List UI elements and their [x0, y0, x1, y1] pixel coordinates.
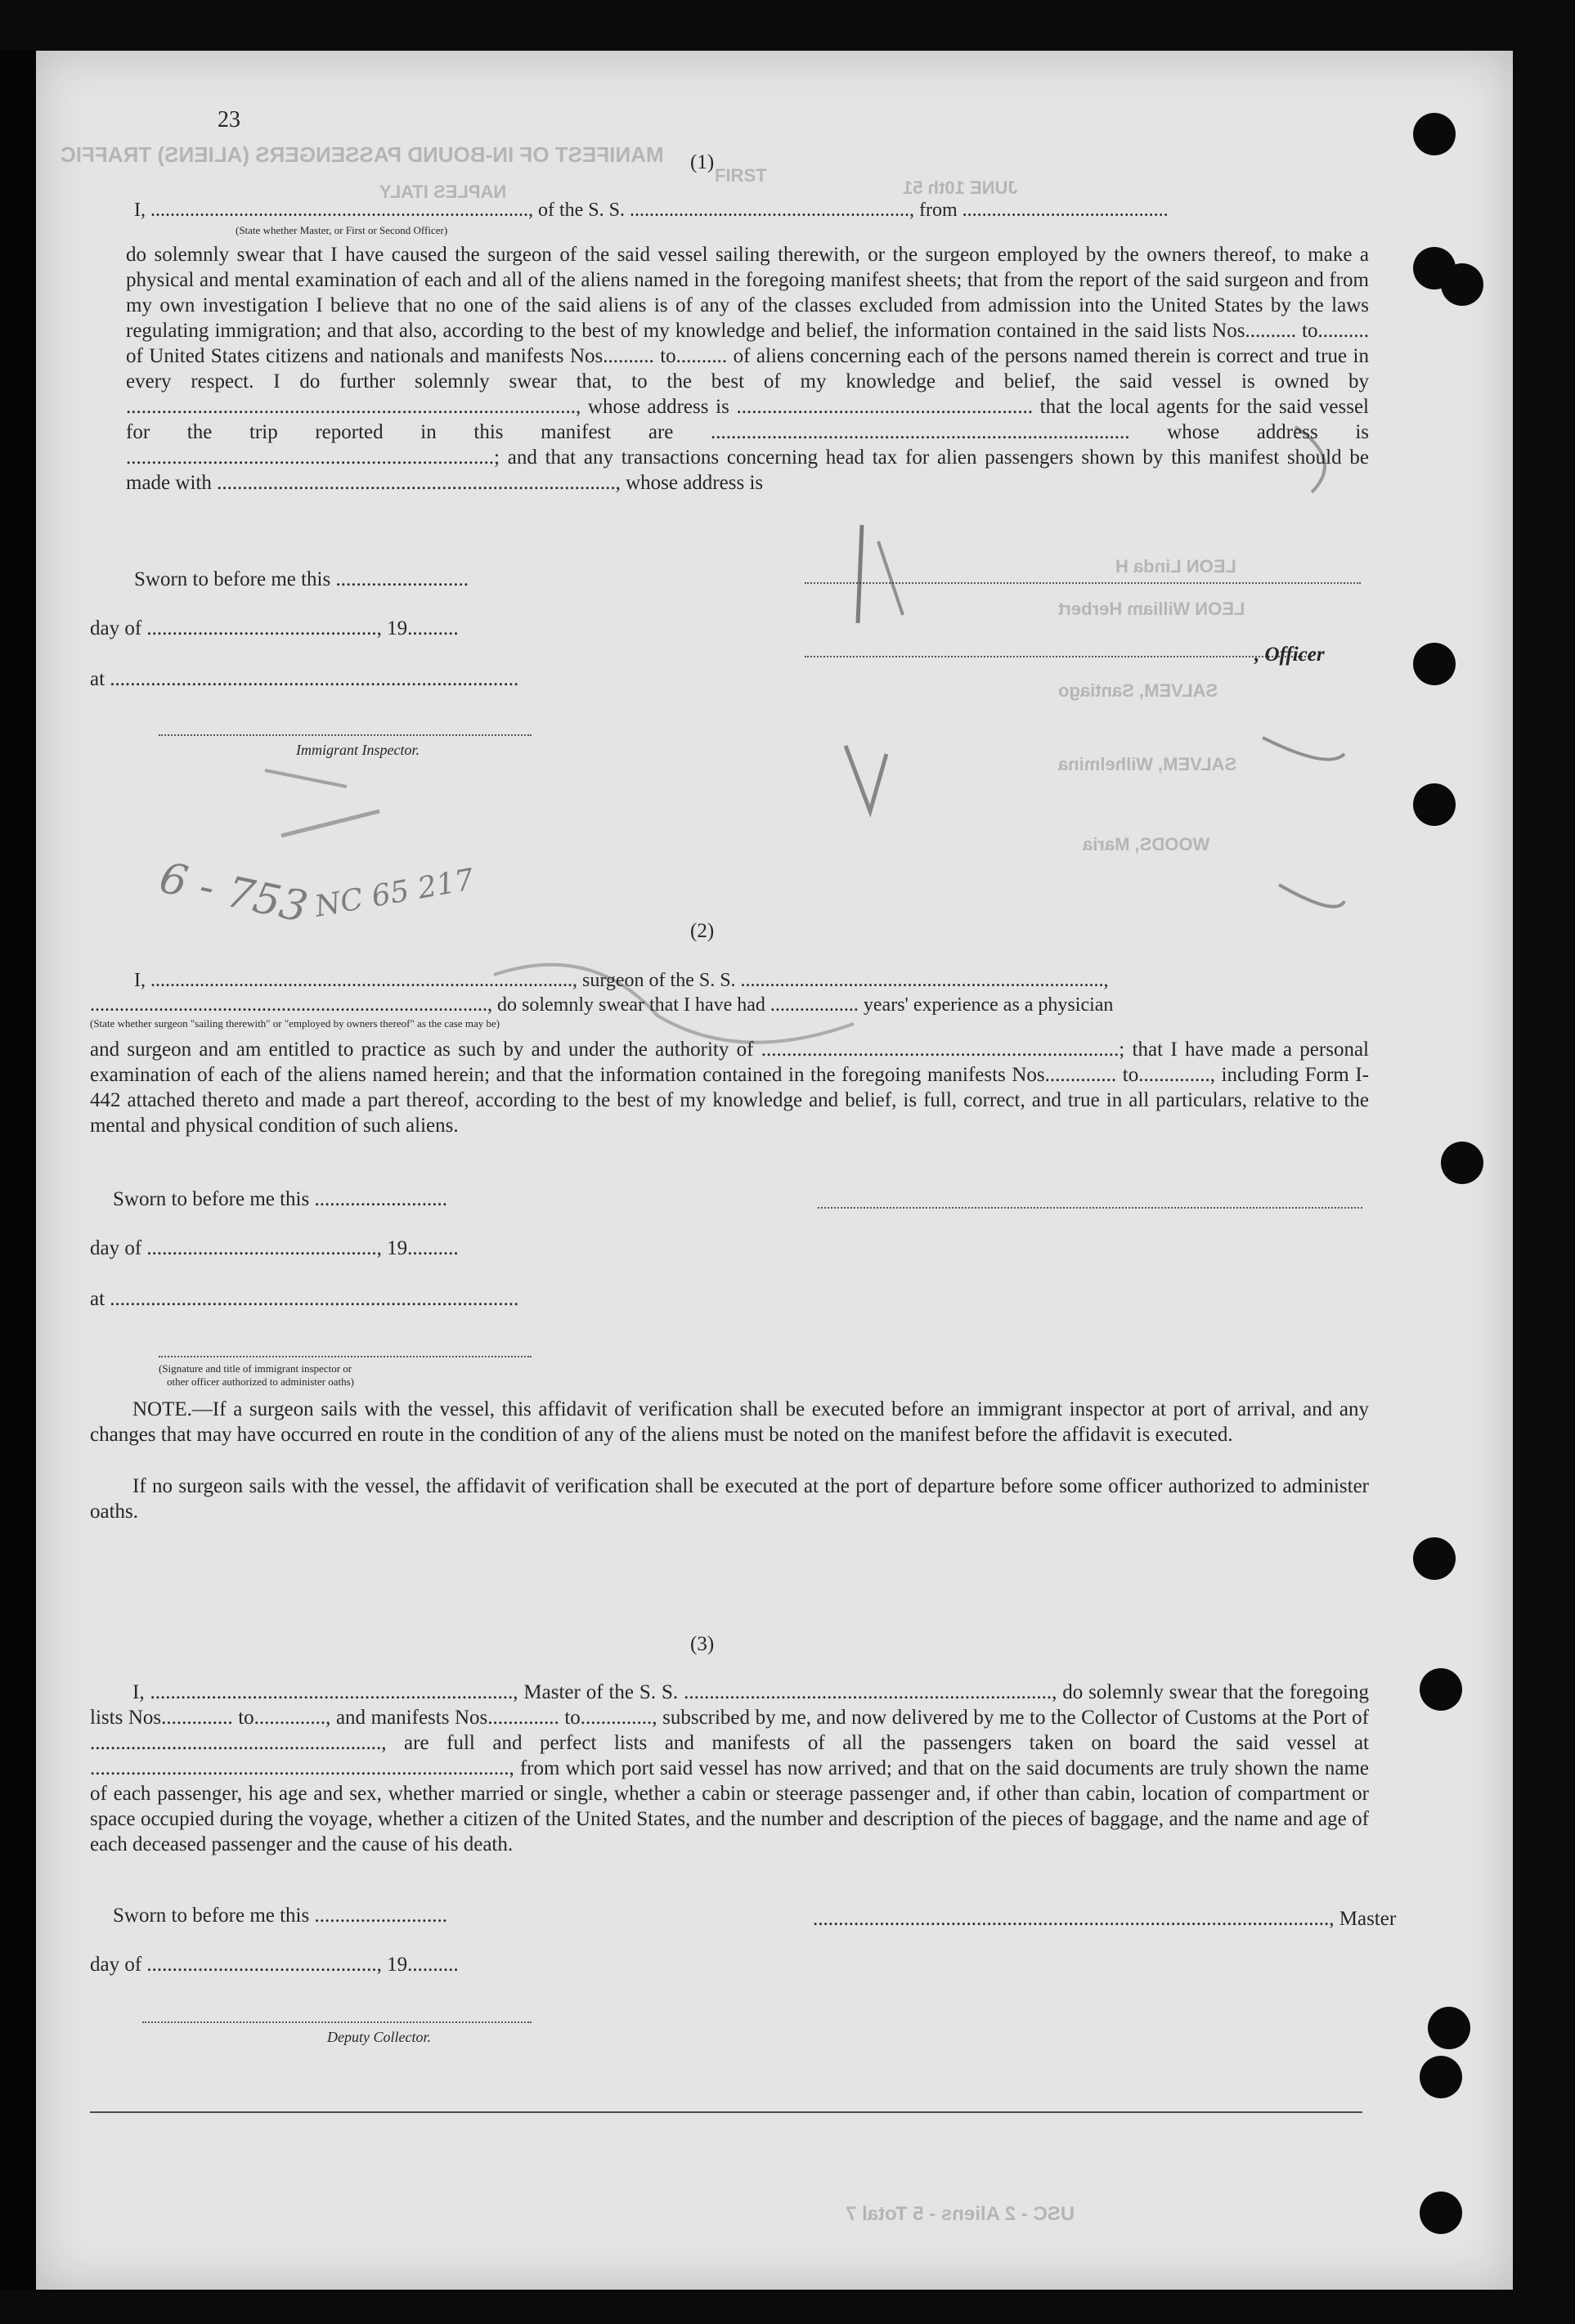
bleed-date: JUNE 10th 51 [903, 177, 1018, 198]
binder-hole [1428, 2007, 1470, 2049]
section-2-oath-text: and surgeon and am entitled to practice as such by and under the authority of ......................................................................; that I have made a personal examination of each of the aliens named herein; and that the information contained in the foregoing manifests Nos.............. to.............., including Form I-442 attached thereto and made a part thereof, according to the best of my knowledge and belief, is full, correct, and true in all particulars, relative to the mental and physical condition of such aliens. [90, 1039, 1369, 1137]
section-1-oath-text: do solemnly swear that I have caused the surgeon of the said vessel sailing therewith, or the surgeon employed by the owners thereof, to make a physical and mental examination of each and all of the aliens named in the foregoing manifest sheets; that from the report of the said surgeon and from my own investigation I believe that no one of the said aliens is of any of the classes excluded from admission into the United States by the laws regulating immigration; and that also, according to the best of my knowledge and belief, the information contained in the said lists Nos.......... to.......... of United States citizens and nationals and manifests Nos.......... to.......... of aliens concerning each of the persons named therein is correct and true in every respect. I do further solemnly swear that, to the best of my knowledge and belief, the said vessel is owned by ........................................................................................, whose address is .......................................................... that the local agents for the said vessel for the trip reported in this manifest are .................................................................................. whose address is ........................................................................; and that any transactions concerning head tax for alien passengers shown by this manifest should be made with .............................................................................., whose address is [126, 244, 1369, 494]
surgeon-signature-line [818, 1207, 1362, 1209]
handwritten-mark-2: NC 65 217 [312, 863, 477, 924]
binder-hole [1420, 2192, 1462, 2234]
section-1-sworn: Sworn to before me this .......................... [134, 568, 469, 590]
section-1-day: day of ............................................., 19.......... [90, 617, 459, 639]
document-page [36, 51, 1513, 2290]
section-1-first-line: I, ............................................................................., of the S. S. ........................................................., from .......................................... [134, 200, 1169, 221]
binder-hole [1420, 2056, 1462, 2098]
binder-hole [1413, 113, 1456, 155]
bleed-name-4: SALVEM, Wilhelmina [1058, 754, 1237, 774]
binder-hole [1441, 1142, 1483, 1184]
surgeon-type-note: (State whether surgeon "sailing therewith" or "employed by owners thereof" as the case may be) [90, 1017, 500, 1030]
section-3-oath-text: I, ......................................................................., Master of the S. S. ........................................................................, do solemnly swear that the foregoing lists Nos.............. to.............., and manifests Nos.............. to.............., subscribed by me, and now delivered by me to the Collector of Customs at the Port of ........................................................., are full and perfect lists and manifests of all the passengers taken on board the said vessel at .................................................................................., from which port said vessel has now arrived; and that on the said documents are truly shown the name of each passenger, his age and sex, whether married or single, whether a cabin or steerage passenger and, if other than cabin, location of compartment or space occupied during the voyage, whether a citizen of the United States, and the number and description of the pieces of baggage, and the name and age of each deceased passenger and the cause of his death. [90, 1681, 1369, 1855]
section-1-number: (1) [690, 151, 715, 173]
inspector-label: Immigrant Inspector. [296, 742, 420, 758]
handwritten-scribbles [36, 51, 1513, 1114]
bottom-rule [90, 2111, 1362, 2113]
note-paragraph-2: If no surgeon sails with the vessel, the affidavit of verification shall be executed at the port of departure before some officer authorized to administer oaths. [90, 1475, 1369, 1523]
note-paragraph-1: NOTE.—If a surgeon sails with the vessel, this affidavit of verification shall be executed before an immigrant inspector at port of arrival, and any changes that may have occurred en route in the condition of any of the aliens must be noted on the manifest before the affidavit is executed. [90, 1398, 1369, 1446]
scan-edge [0, 51, 36, 2290]
officer-label: , Officer [1254, 644, 1325, 666]
binder-hole [1413, 1537, 1456, 1580]
section-3-number: (3) [690, 1633, 715, 1655]
bleed-ship: FIRST [715, 165, 767, 186]
binder-hole [1420, 1668, 1462, 1711]
section-2-day: day of ............................................., 19.......... [90, 1237, 459, 1259]
bleed-footer: USC - 2 Aliens - 5 Total 7 [846, 2203, 1075, 2225]
handwritten-mark-1: 6 - 753 [155, 853, 312, 933]
binder-hole [1413, 783, 1456, 826]
binder-hole [1441, 263, 1483, 306]
bleed-name-2: LEON William Herbert [1058, 599, 1245, 619]
section-1-at: at ................................................................................ [90, 668, 519, 690]
section-2-sworn: Sworn to before me this .......................... [113, 1188, 447, 1210]
section-2-first-line: I, ......................................................................................, surgeon of the S. S. .........................................................................., [134, 970, 1109, 991]
bleed-name-3: SALVEM, Santiago [1058, 680, 1218, 701]
collector-signature-line [142, 2021, 532, 2023]
section-3-day: day of ............................................., 19.......... [90, 1954, 459, 1976]
oath-officer-note-2: other officer authorized to administer oaths) [167, 1375, 354, 1388]
oath-officer-note-1: (Signature and title of immigrant inspector or [159, 1362, 352, 1375]
section-2-at: at ................................................................................ [90, 1288, 519, 1310]
officer-rank-note: (State whether Master, or First or Second Officer) [236, 224, 448, 236]
bleed-place: NAPLES ITALY [379, 182, 507, 202]
bleed-name-1: LEON Linda H [1115, 556, 1236, 577]
bleed-name-5: WOODS, Maria [1083, 834, 1210, 855]
section-3-sworn: Sworn to before me this .......................... [113, 1905, 447, 1927]
bleed-header: MANIFEST OF IN-BOUND PASSENGERS (ALIENS) TRAFFIC [61, 142, 664, 167]
binder-hole [1413, 643, 1456, 685]
master-signature: ....................................................................................................., Master [813, 1908, 1397, 1930]
deputy-collector-label: Deputy Collector. [327, 2029, 431, 2045]
section-2-second-line: ................................................................................., do solemnly swear that I have had .................. years' experience as a physician [90, 994, 1114, 1016]
oath-officer-signature-line [159, 1356, 532, 1357]
page-number: 23 [218, 107, 240, 132]
section-2-number: (2) [690, 920, 715, 942]
